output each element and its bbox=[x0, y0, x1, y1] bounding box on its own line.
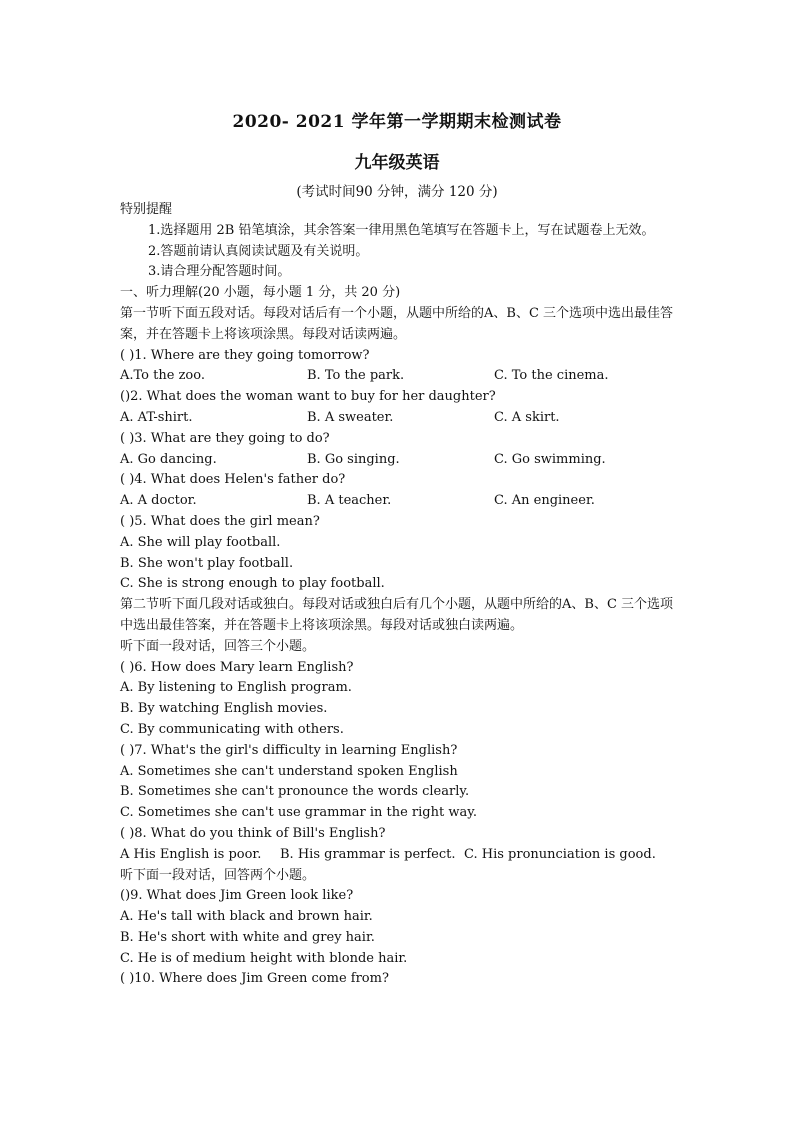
notice-item-3: 3.请合理分配答题时间。 bbox=[148, 264, 291, 280]
option-a: A. AT-shirt. bbox=[120, 409, 193, 425]
question-5: ( )5. What does the girl mean? bbox=[120, 513, 320, 529]
option-a: A. Go dancing. bbox=[120, 451, 217, 467]
option-c: C. His pronunciation is good. bbox=[464, 846, 656, 862]
question-8: ( )8. What do you think of Bill's English? bbox=[120, 825, 386, 841]
option-a: A. Sometimes she can't understand spoken English bbox=[120, 763, 458, 779]
option-c: C. Sometimes she can't use grammar in the right way. bbox=[120, 805, 477, 821]
option-c: C. To the cinema. bbox=[494, 368, 609, 384]
notice-item-1: 1.选择题用 2B 铅笔填涂，其余答案一律用黑色笔填写在答题卡上，写在试题卷上无效。 bbox=[148, 222, 655, 238]
question-1: ( )1. Where are they going tomorrow? bbox=[120, 347, 370, 363]
option-c: C. He is of medium height with blonde hair. bbox=[120, 950, 408, 966]
exam-title: 2020- 2021 学年第一学期期末检测试卷 bbox=[232, 112, 562, 132]
dialog-2-intro: 听下面一段对话，回答两个小题。 bbox=[120, 867, 316, 883]
option-a: A. By listening to English program. bbox=[120, 680, 352, 696]
option-a: A. He's tall with black and brown hair. bbox=[120, 909, 373, 925]
option-a: A.To the zoo. bbox=[120, 368, 205, 384]
option-b: B. Sometimes she can't pronounce the words clearly. bbox=[120, 784, 470, 800]
option-a: A. She will play football. bbox=[120, 534, 281, 550]
question-2-options bbox=[120, 408, 675, 429]
exam-body bbox=[120, 200, 675, 990]
part1-heading: 一、听力理解(20 小题，每小题 1 分，共 20 分) bbox=[120, 285, 401, 301]
question-10: ( )10. Where does Jim Green come from? bbox=[120, 971, 389, 987]
option-b: B. Go singing. bbox=[307, 451, 400, 467]
notice-heading: 特别提醒 bbox=[120, 202, 173, 217]
notice-item-2: 2.答题前请认真阅读试题及有关说明。 bbox=[148, 243, 369, 259]
option-b: B. A sweater. bbox=[307, 409, 394, 425]
question-2: ()2. What does the woman want to buy for her daughter? bbox=[120, 389, 496, 405]
dialog-1-intro: 听下面一段对话，回答三个小题。 bbox=[120, 638, 316, 654]
option-b: B. She won't play football. bbox=[120, 555, 294, 571]
option-b: B. A teacher. bbox=[307, 493, 392, 509]
question-4-options bbox=[120, 491, 675, 512]
exam-info: (考试时间90 分钟，满分 120 分) bbox=[296, 184, 498, 200]
exam-subtitle: 九年级英语 bbox=[354, 153, 440, 173]
option-b: B. He's short with white and grey hair. bbox=[120, 929, 375, 945]
question-8-options bbox=[120, 845, 675, 866]
option-a: A His English is poor. bbox=[120, 846, 262, 862]
question-4: ( )4. What does Helen's father do? bbox=[120, 472, 346, 488]
option-c: C. By communicating with others. bbox=[120, 721, 344, 737]
section2-intro: 第二节听下面几段对话或独白。每段对话或独白后有几个小题，从题中所给的A、B、C 三个选项中选出最佳答案，并在答题卡上将该项涂黑。每段对话或独白读两遍。 bbox=[120, 597, 674, 633]
option-b: B. By watching English movies. bbox=[120, 701, 328, 717]
question-1-options bbox=[120, 366, 675, 387]
option-b: B. His grammar is perfect. bbox=[280, 846, 456, 862]
question-9: ()9. What does Jim Green look like? bbox=[120, 888, 354, 904]
question-3: ( )3. What are they going to do? bbox=[120, 430, 330, 446]
option-c: C. She is strong enough to play football. bbox=[120, 576, 385, 592]
option-c: C. An engineer. bbox=[494, 493, 595, 509]
question-7: ( )7. What's the girl's difficulty in learning English? bbox=[120, 742, 458, 758]
question-6: ( )6. How does Mary learn English? bbox=[120, 659, 354, 675]
section1-intro: 第一节听下面五段对话。每段对话后有一个小题，从题中所给的A、B、C 三个选项中选出最佳答案，并在答题卡上将该项涂黑。每段对话读两遍。 bbox=[120, 305, 674, 342]
option-a: A. A doctor. bbox=[120, 493, 197, 509]
option-b: B. To the park. bbox=[307, 368, 405, 384]
question-3-options bbox=[120, 450, 675, 471]
option-c: C. A skirt. bbox=[494, 409, 560, 425]
option-c: C. Go swimming. bbox=[494, 451, 606, 467]
